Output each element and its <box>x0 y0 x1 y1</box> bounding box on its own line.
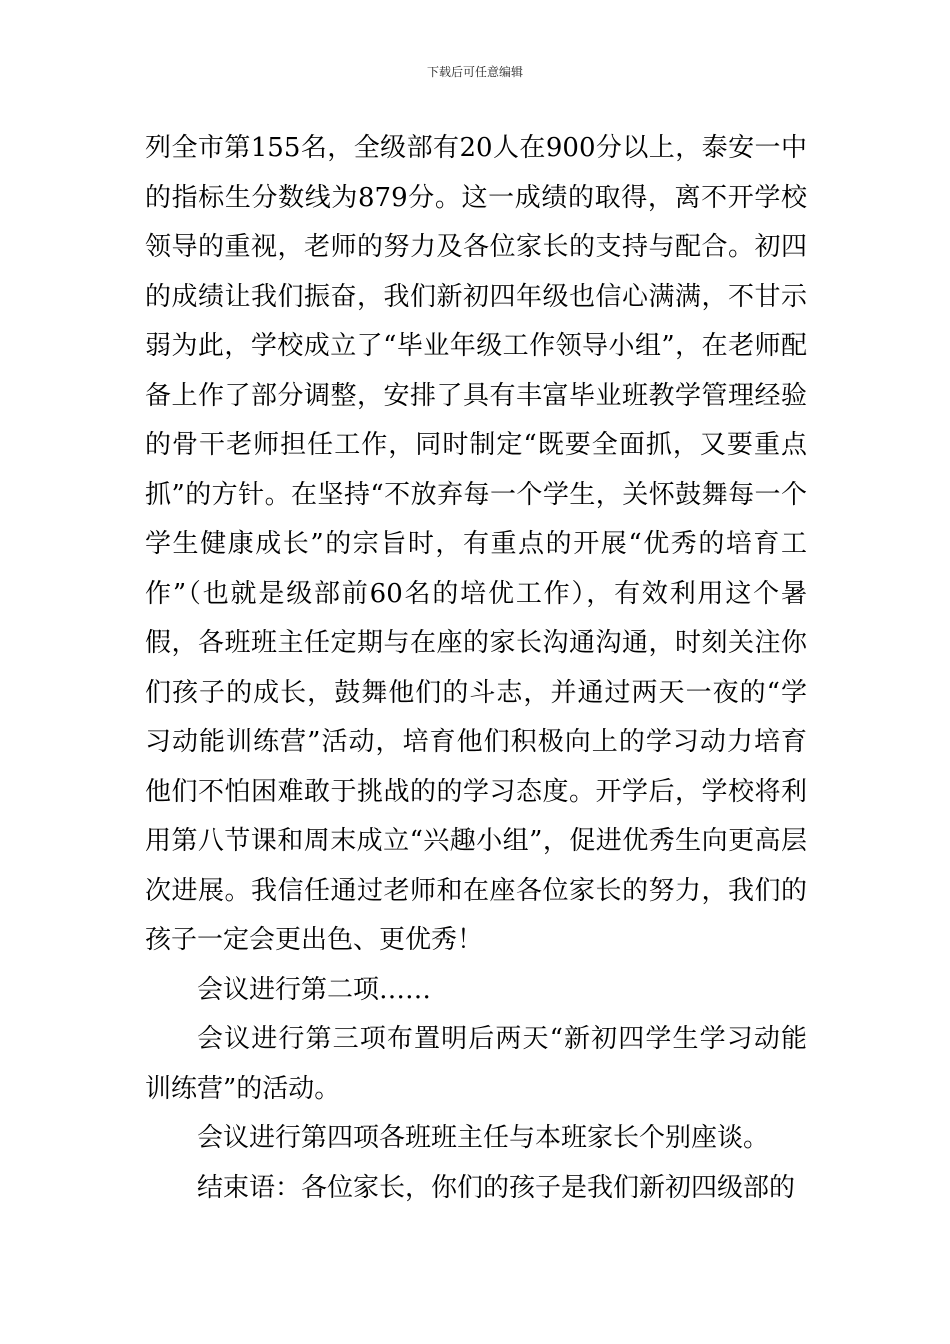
paragraph-agenda-item-3: 会议进行第三项布置明后两天“新初四学生学习动能训练营”的活动。 <box>145 1024 807 1104</box>
paragraph-agenda-item-4: 会议进行第四项各班班主任与本班家长个别座谈。 <box>197 1123 770 1153</box>
page-header: 下载后可任意编辑 <box>426 65 523 79</box>
paragraph-continuation: 列全市第155名，全级部有20人在900分以上，泰安一中的指标生分数线为879分。这一成绩的取得，离不开学校领导的重视，老师的努力及各位家长的支持与配合。初四的成绩让我们振奋，我们新初四年级也信心满满，不甘示弱为此，学校成立了“毕业年级工作领导小组”，在老师配备上作了部分调整，安排了具有丰富毕业班教学管理经验的骨干老师担任工作，同时制定“既要全面抓，又要重点抓”的方针。在坚持“不放弃每一个学生，关怀鼓舞每一个学生健康成长”的宗旨时，有重点的开展“优秀的培育工作”（也就是级部前60名的培优工作），有效利用这个暑假，各班班主任定期与在座的家长沟通沟通，时刻关注你们孩子的成长，鼓舞他们的斗志，并通过两天一夜的“学习动能训练营”活动，培育他们积极向上的学习动力培育他们不怕困难敢于挑战的的学习态度。开学后，学校将利用第八节课和周末成立“兴趣小组”，促进优秀生向更高层次进展。我信任通过老师和在座各位家长的努力，我们的孩子一定会更出色、更优秀！ <box>145 133 807 955</box>
paragraph-agenda-item-2: 会议进行第二项…… <box>197 974 432 1005</box>
paragraph-closing-remarks: 结束语：各位家长，你们的孩子是我们新初四级部的 <box>197 1172 796 1203</box>
document-body <box>145 124 807 1213</box>
